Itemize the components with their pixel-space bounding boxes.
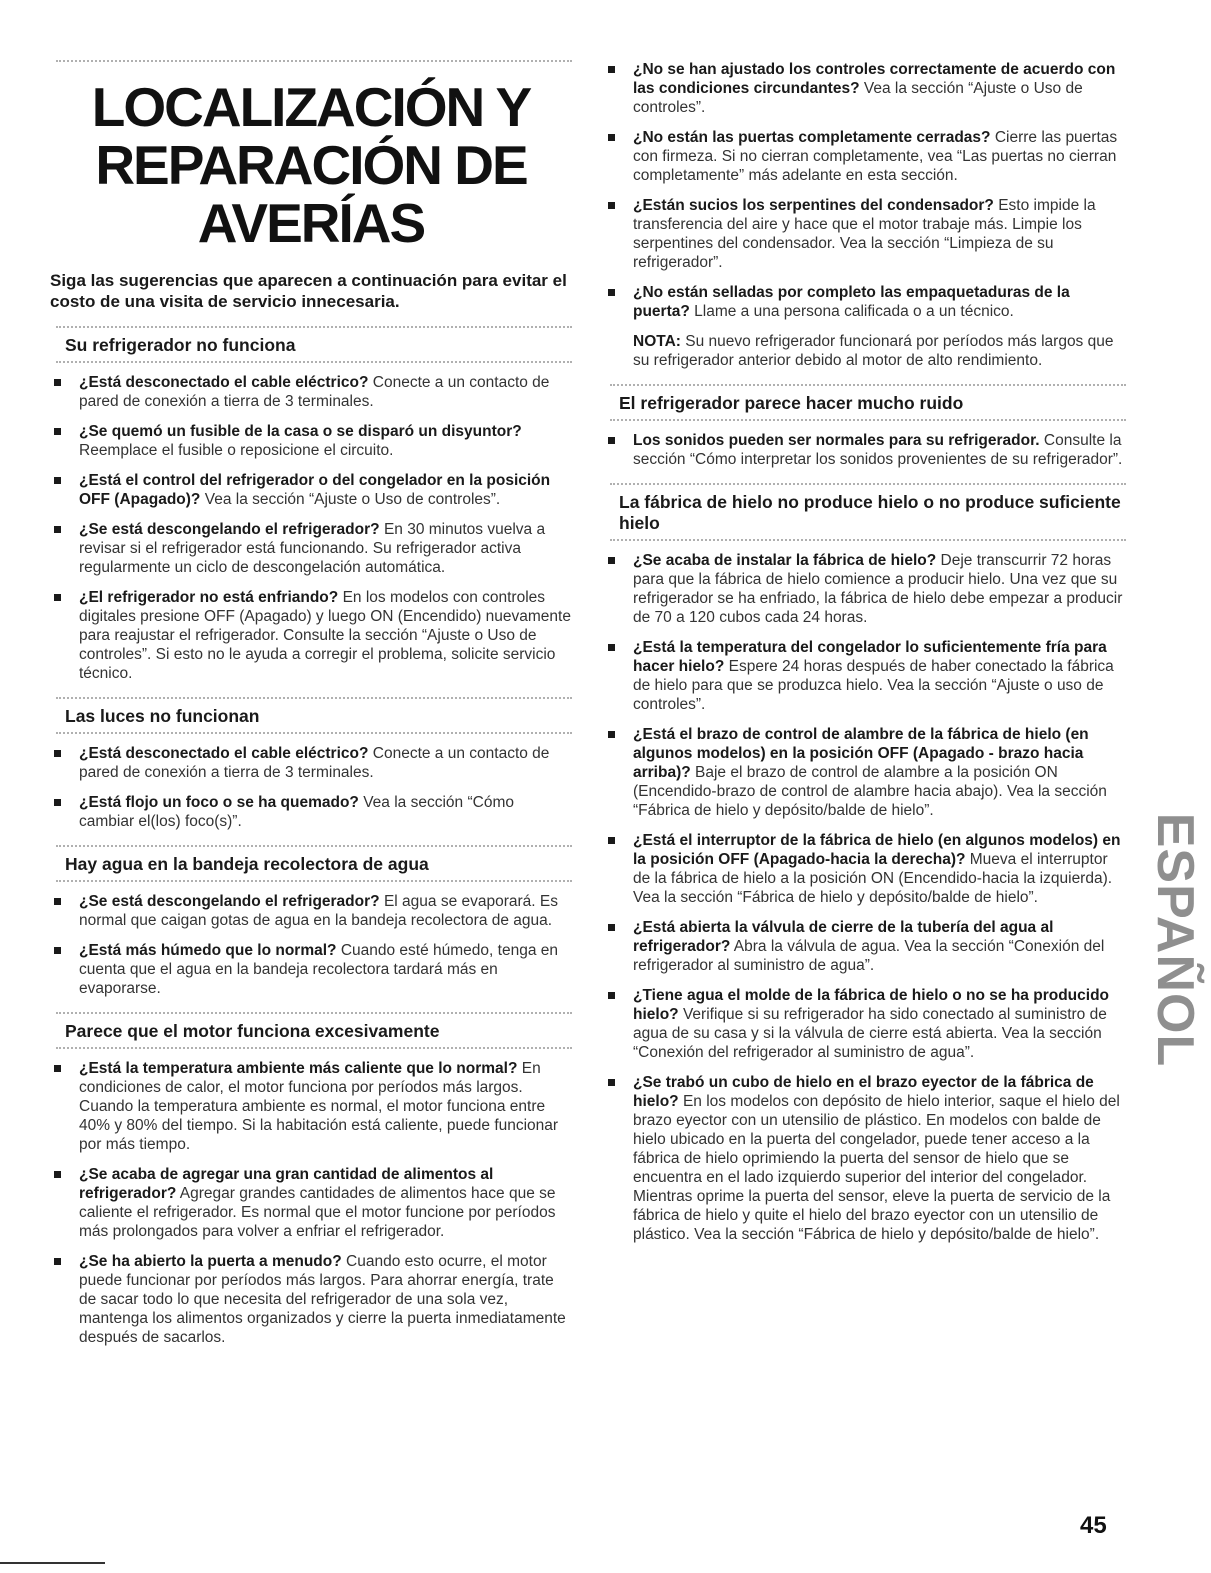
item-answer: Conecte a un contacto de pared de conexión a tierra de 3 terminales. [79, 745, 550, 781]
bullet-icon [608, 134, 615, 141]
list-item [604, 60, 1126, 117]
bullet-icon [608, 289, 615, 296]
title-line: LOCALIZACIÓN Y [91, 76, 531, 138]
bullet-icon [54, 526, 61, 533]
item-question: ¿Está más húmedo que lo normal? [79, 942, 337, 959]
bullet-icon [608, 557, 615, 564]
note [604, 332, 1126, 370]
bullet-icon [608, 992, 615, 999]
bullet-icon [54, 1171, 61, 1178]
item-answer: Conecte a un contacto de pared de conexión a tierra de 3 terminales. [79, 374, 550, 410]
page-title [50, 78, 572, 252]
bullet-icon [608, 202, 615, 209]
item-answer: Esto impide la transferencia del aire y hace que el motor trabaje más. Limpie los serpentines del condensador. Vea la sección “Limpieza de su refrigerador”. [633, 197, 1096, 271]
list-item [604, 725, 1126, 820]
bullet-icon [54, 898, 61, 905]
list-item [50, 793, 572, 831]
list-item [604, 1073, 1126, 1244]
item-answer: Reemplace el fusible o reposicione el circuito. [79, 442, 394, 459]
language-tab-label: ESPAÑOL [1146, 812, 1204, 1068]
list-item [604, 986, 1126, 1062]
item-question: ¿No se han ajustado los controles correctamente de acuerdo con las condiciones circundantes? [633, 61, 1116, 97]
section-header [50, 326, 572, 363]
item-answer: Vea la sección “Ajuste o Uso de controles”. [633, 80, 1083, 116]
item-question: ¿Está flojo un foco o se ha quemado? [79, 794, 359, 811]
list-item [50, 941, 572, 998]
bullet-icon [54, 477, 61, 484]
item-question: ¿Está el interruptor de la fábrica de hielo (en algunos modelos) en la posición OFF (Apagado-hacia la derecha)? [633, 832, 1121, 868]
item-question: ¿Se acaba de instalar la fábrica de hielo? [633, 552, 937, 569]
section-header [604, 483, 1126, 541]
item-question: ¿Está desconectado el cable eléctrico? [79, 745, 369, 762]
item-question: ¿Está desconectado el cable eléctrico? [79, 374, 369, 391]
left-sections [50, 326, 572, 1347]
divider [610, 539, 1126, 541]
item-answer: Espere 24 horas después de haber conectado la fábrica de hielo para que se produzca hielo. Vea la sección “Ajuste o uso de controles”. [633, 658, 1114, 713]
item-question: ¿Está el brazo de control de alambre de la fábrica de hielo (en algunos modelos) en la posición OFF (Apagado - brazo hacia arriba)? [633, 726, 1089, 781]
section-title: Las luces no funcionan [65, 706, 260, 726]
item-question: ¿No están selladas por completo las empaquetaduras de la puerta? [633, 284, 1070, 320]
divider [56, 60, 572, 62]
list-item [604, 128, 1126, 185]
section-items [604, 431, 1126, 469]
item-answer: Consulte la sección “Cómo interpretar los sonidos provenientes de su refrigerador”. [633, 432, 1123, 468]
bullet-icon [54, 1065, 61, 1072]
right-top-items [604, 60, 1126, 321]
list-item [604, 431, 1126, 469]
section-header [50, 845, 572, 882]
list-item [604, 831, 1126, 907]
item-answer: En los modelos con depósito de hielo interior, saque el hielo del brazo eyector con un utensilio de plástico. En modelos con balde de hielo ubicado en la puerta del congelador, puede tener acceso a la fábrica de hielo oprimiendo la puerta del sensor de hielo que se encuentra en el lado izquierdo superior del interior del congelador. Mientras oprime la puerta del sensor, eleve la puerta de servicio de la fábrica de hielo y quite el hielo del brazo eyector con un utensilio de plástico. Vea la sección “Fábrica de hielo y depósito/balde de hielo”. [633, 1093, 1120, 1243]
item-question: ¿Está la temperatura ambiente más caliente que lo normal? [79, 1060, 518, 1077]
bullet-icon [608, 924, 615, 931]
item-answer: En los modelos con controles digitales presione OFF (Apagado) y luego ON (Encendido) nuevamente para reajustar el refrigerador. Consulte la sección “Ajuste o Uso de controles”. Si esto no le ayuda a corregir el problema, solicite servicio técnico. [79, 589, 571, 682]
right-sections [604, 384, 1126, 1244]
divider [56, 880, 572, 882]
item-question: ¿Se trabó un cubo de hielo en el brazo eyector de la fábrica de hielo? [633, 1074, 1094, 1110]
item-question: ¿Está la temperatura del congelador lo suficientemente fría para hacer hielo? [633, 639, 1107, 675]
item-answer: Baje el brazo de control de alambre a la posición ON (Encendido-brazo de control de alambre hacia abajo). Vea la sección “Fábrica de hielo y depósito/balde de hielo”. [633, 764, 1107, 819]
item-question: ¿Está abierta la válvula de cierre de la tubería del agua al refrigerador? [633, 919, 1054, 955]
bullet-icon [54, 379, 61, 386]
section-header [50, 697, 572, 734]
section-title: La fábrica de hielo no produce hielo o no produce suficiente hielo [619, 492, 1121, 533]
language-tab [1146, 810, 1204, 1070]
section-items [50, 373, 572, 683]
title-line: REPARACIÓN DE [95, 134, 527, 196]
left-column [50, 60, 572, 1358]
divider [56, 361, 572, 363]
bullet-icon [608, 644, 615, 651]
footer-rule [0, 1562, 105, 1564]
list-item [604, 283, 1126, 321]
item-answer: Verifique si su refrigerador ha sido conectado al suministro de agua de su casa y si la válvula de cierre está abierta. Vea la sección “Conexión del refrigerador al suministro de agua”. [633, 1006, 1107, 1061]
section-items [50, 892, 572, 998]
page-number: 45 [1080, 1512, 1107, 1539]
list-item [50, 588, 572, 683]
section-items [50, 744, 572, 831]
item-question: ¿Tiene agua el molde de la fábrica de hielo o no se ha producido hielo? [633, 987, 1110, 1023]
bullet-icon [54, 799, 61, 806]
bullet-icon [608, 837, 615, 844]
bullet-icon [54, 1258, 61, 1265]
right-column [604, 60, 1126, 1255]
item-question: ¿Se está descongelando el refrigerador? [79, 893, 380, 910]
bullet-icon [54, 428, 61, 435]
list-item [50, 422, 572, 460]
bullet-icon [608, 66, 615, 73]
note-label: NOTA: [633, 333, 681, 350]
item-question: ¿Se quemó un fusible de la casa o se disparó un disyuntor? [79, 423, 522, 440]
divider [56, 1047, 572, 1049]
item-answer: En condiciones de calor, el motor funciona por períodos más largos. Cuando la temperatura ambiente es normal, el motor funciona entre 40% y 80% del tiempo. Si la habitación está caliente, puede funcionar por más tiempo. [79, 1060, 559, 1153]
section-header [604, 384, 1126, 421]
item-question: ¿No están las puertas completamente cerradas? [633, 129, 991, 146]
bullet-icon [608, 437, 615, 444]
item-question: Los sonidos pueden ser normales para su refrigerador. [633, 432, 1040, 449]
list-item [50, 471, 572, 509]
bullet-icon [608, 731, 615, 738]
item-question: ¿Se acaba de agregar una gran cantidad de alimentos al refrigerador? [79, 1166, 494, 1202]
item-question: ¿Están sucios los serpentines del condensador? [633, 197, 994, 214]
bullet-icon [54, 594, 61, 601]
item-question: ¿Se está descongelando el refrigerador? [79, 521, 380, 538]
note-text: Su nuevo refrigerador funcionará por períodos más largos que su refrigerador anterior debido al motor de alto rendimiento. [633, 333, 1114, 369]
section-title: Su refrigerador no funciona [65, 335, 296, 355]
section-title: El refrigerador parece hacer mucho ruido [619, 393, 964, 413]
intro-text: Siga las sugerencias que aparecen a continuación para evitar el costo de una visita de servicio innecesaria. [50, 271, 567, 311]
item-answer: Vea la sección “Ajuste o Uso de controles”. [204, 491, 501, 508]
item-answer: Cuando esto ocurre, el motor puede funcionar por períodos más largos. Para ahorrar energía, trate de sacar todo lo que necesita del refrigerador de una sola vez, mantenga los alimentos organizados y cierre la puerta inmediatamente después de sacarlos. [79, 1253, 566, 1346]
title-line: AVERÍAS [197, 192, 425, 254]
section-title: Parece que el motor funciona excesivamente [65, 1021, 440, 1041]
item-answer: Agregar grandes cantidades de alimentos hace que se caliente el refrigerador. Es normal que el motor funcione por períodos más prolongados para volver a enfriar el refrigerador. [79, 1185, 556, 1240]
list-item [50, 1059, 572, 1154]
bullet-icon [54, 947, 61, 954]
item-answer: Vea la sección “Cómo cambiar el(los) foco(s)”. [79, 794, 514, 830]
list-item [50, 373, 572, 411]
list-item [604, 551, 1126, 627]
section-title: Hay agua en la bandeja recolectora de agua [65, 854, 429, 874]
list-item [50, 744, 572, 782]
item-answer: El agua se evaporará. Es normal que caigan gotas de agua en la bandeja recolectora de agua. [79, 893, 558, 929]
list-item [50, 520, 572, 577]
item-answer: En 30 minutos vuelva a revisar si el refrigerador está funcionando. Su refrigerador activa regularmente un ciclo de descongelación automática. [79, 521, 546, 576]
bullet-icon [608, 1079, 615, 1086]
list-item [50, 1165, 572, 1241]
section-items [50, 1059, 572, 1347]
item-answer: Cuando esté húmedo, tenga en cuenta que el agua en la bandeja recolectora tardará más en evaporarse. [79, 942, 558, 997]
list-item [50, 892, 572, 930]
item-answer: Cierre las puertas con firmeza. Si no cierran completamente, vea “Las puertas no cierran completamente” más adelante en esta sección. [633, 129, 1118, 184]
list-item [604, 918, 1126, 975]
section-header [50, 1012, 572, 1049]
item-answer: Llame a una persona calificada o a un técnico. [694, 303, 1014, 320]
divider [56, 732, 572, 734]
item-answer: Deje transcurrir 72 horas para que la fábrica de hielo comience a producir hielo. Una vez que su refrigerador se ha enfriado, la fábrica de hielo debe empezar a producir de 70 a 120 cubos cada 24 horas. [633, 552, 1123, 626]
item-answer: Abra la válvula de agua. Vea la sección “Conexión del refrigerador al suministro de agua”. [633, 938, 1105, 974]
list-item [604, 638, 1126, 714]
list-item [50, 1252, 572, 1347]
section-items [604, 551, 1126, 1244]
item-question: ¿Está el control del refrigerador o del congelador en la posición OFF (Apagado)? [79, 472, 551, 508]
item-question: ¿Se ha abierto la puerta a menudo? [79, 1253, 342, 1270]
bullet-icon [54, 750, 61, 757]
divider [610, 419, 1126, 421]
item-question: ¿El refrigerador no está enfriando? [79, 589, 339, 606]
list-item [604, 196, 1126, 272]
item-answer: Mueva el interruptor de la fábrica de hielo a la posición ON (Encendido-hacia la izquierda). Vea la sección “Fábrica de hielo y depósito/balde de hielo”. [633, 851, 1113, 906]
